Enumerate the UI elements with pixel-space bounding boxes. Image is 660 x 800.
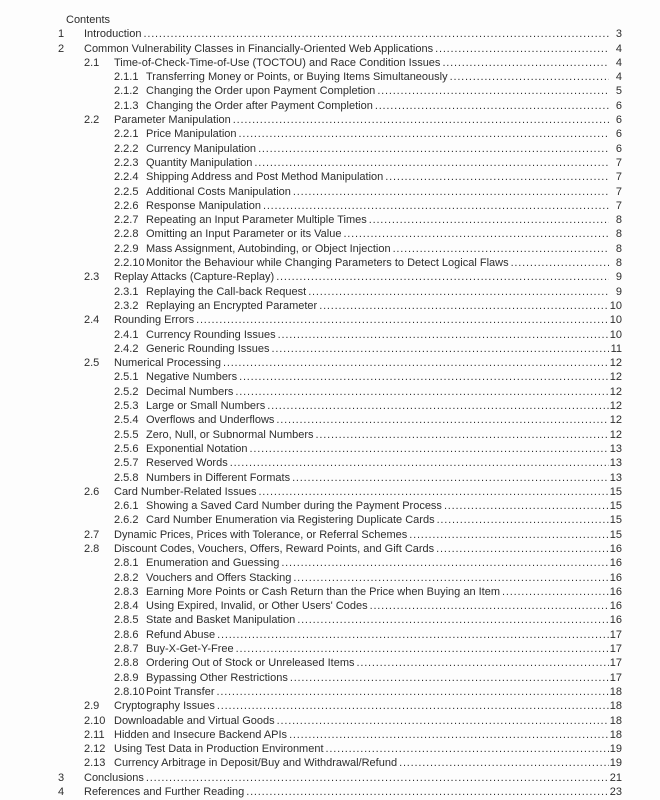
toc-entry-title[interactable]: Changing the Order upon Payment Completion — [146, 85, 376, 98]
toc-entry-title[interactable]: Omitting an Input Parameter or its Value — [146, 228, 342, 241]
toc-entry-title[interactable]: Repeating an Input Parameter Multiple Times — [146, 214, 367, 227]
toc-entry[interactable] — [58, 356, 622, 370]
toc-entry-page: 17 — [609, 671, 622, 684]
toc-entry-page: 10 — [609, 328, 622, 341]
toc-entry-number: 2.5.2 — [114, 385, 139, 398]
toc-entry-number: 2.8.9 — [114, 671, 139, 684]
dot-leader — [265, 399, 609, 413]
toc-entry-page: 9 — [615, 271, 622, 284]
toc-entry-number: 2.5.6 — [114, 442, 139, 455]
toc-entry-title[interactable]: Overflows and Underflows — [146, 414, 275, 427]
toc-entry-number: 2.4.2 — [114, 342, 139, 355]
toc-entry[interactable] — [58, 299, 622, 313]
dot-leader — [354, 656, 609, 670]
toc-entry-page: 8 — [615, 242, 622, 255]
dot-leader — [221, 356, 609, 370]
dot-leader — [442, 499, 609, 513]
toc-entry-number: 2.4.1 — [114, 328, 139, 341]
toc-entry-number: 2.5.7 — [114, 457, 139, 470]
toc-entry-page: 16 — [609, 614, 622, 627]
toc-entry[interactable] — [58, 642, 622, 656]
toc-entry-number: 2.3.2 — [114, 299, 139, 312]
toc-entry[interactable] — [58, 442, 622, 456]
toc-entry-number: 2.2.3 — [114, 156, 139, 169]
toc-entry-number: 2.3 — [84, 271, 100, 284]
toc-entry-title[interactable]: Generic Rounding Issues — [146, 342, 270, 355]
toc-entry[interactable] — [58, 99, 622, 113]
toc-entry[interactable] — [58, 428, 622, 442]
toc-entry-page: 3 — [615, 28, 622, 41]
toc-entry-title[interactable]: Introduction — [84, 28, 142, 41]
toc-entry-number: 2.2.10 — [114, 257, 145, 270]
dot-leader — [231, 113, 609, 127]
dot-leader — [252, 156, 609, 170]
toc-entry[interactable] — [58, 328, 622, 342]
toc-entry-title[interactable]: Dynamic Prices, Prices with Tolerance, or Referral Schemes — [114, 528, 408, 541]
toc-entry-number: 2.4 — [84, 314, 100, 327]
toc-entry[interactable] — [58, 499, 622, 513]
toc-entry-page: 23 — [609, 786, 622, 799]
toc-entry-page: 7 — [615, 185, 622, 198]
toc-entry-page: 6 — [615, 142, 622, 155]
dot-leader — [291, 185, 609, 199]
toc-entry-title[interactable]: Enumeration and Guessing — [146, 557, 280, 570]
toc-entry-number: 2.7 — [84, 528, 100, 541]
toc-entry[interactable] — [58, 542, 622, 556]
dot-leader — [270, 342, 609, 356]
toc-entry[interactable] — [58, 656, 622, 670]
toc-entry[interactable] — [58, 370, 622, 384]
toc-entry-page: 18 — [609, 700, 622, 713]
toc-entry-number: 2.6.2 — [114, 514, 139, 527]
toc-entry-number: 2.13 — [84, 757, 106, 770]
dot-leader — [317, 299, 609, 313]
dot-leader — [407, 528, 609, 542]
toc-entry-number: 2.8.8 — [114, 657, 139, 670]
toc-entry[interactable] — [58, 185, 622, 199]
toc-entry-number: 2.5.3 — [114, 400, 139, 413]
dot-leader — [256, 142, 609, 156]
dot-leader — [274, 270, 609, 284]
toc-entry-number: 2.8.3 — [114, 585, 139, 598]
toc-entry[interactable] — [58, 84, 622, 98]
toc-entry[interactable] — [58, 671, 622, 685]
toc-entry-title[interactable]: Card Number-Related Issues — [114, 485, 257, 498]
dot-leader — [144, 771, 609, 785]
dot-leader — [433, 42, 609, 56]
toc-entry-number: 2.11 — [84, 728, 105, 741]
toc-entry-number: 2.2.2 — [114, 142, 139, 155]
dot-leader — [274, 413, 609, 427]
dot-leader — [368, 599, 609, 613]
toc-entry-number: 2.8 — [84, 542, 100, 555]
toc-entry[interactable] — [58, 771, 622, 785]
toc-entry-title[interactable]: Hidden and Insecure Backend APIs — [114, 728, 288, 741]
toc-entry[interactable] — [58, 556, 622, 570]
toc-entry-number: 2.8.1 — [114, 557, 139, 570]
toc-entry-page: 5 — [615, 85, 622, 98]
toc-entry-number: 2.5.5 — [114, 428, 139, 441]
toc-entry[interactable] — [58, 728, 622, 742]
toc-entry-number: 2.5.4 — [114, 414, 139, 427]
toc-entry[interactable] — [58, 70, 622, 84]
dot-leader — [435, 513, 609, 527]
toc-entry-title[interactable]: Refund Abuse — [146, 628, 216, 641]
dot-leader — [440, 56, 609, 70]
dot-leader — [291, 571, 609, 585]
toc-entry[interactable] — [58, 227, 622, 241]
toc-entry[interactable] — [58, 113, 622, 127]
dot-leader — [261, 199, 609, 213]
toc-entry-number: 2.2 — [84, 114, 100, 127]
toc-entry-number: 1 — [58, 28, 65, 41]
toc-entry[interactable] — [58, 142, 622, 156]
toc-entry-page: 15 — [609, 485, 622, 498]
toc-entry-title[interactable]: Quantity Manipulation — [146, 156, 253, 169]
toc-entry-page: 12 — [609, 400, 622, 413]
toc-entry[interactable] — [58, 170, 622, 184]
toc-entry-title[interactable]: Card Number Enumeration via Registering Duplicate Cards — [146, 514, 435, 527]
toc-entry-title[interactable]: Replay Attacks (Capture-Replay) — [114, 271, 275, 284]
toc-entry-page: 4 — [615, 42, 622, 55]
dot-leader — [279, 556, 609, 570]
toc-entry-title[interactable]: Changing the Order after Payment Completion — [146, 99, 373, 112]
dot-leader — [341, 227, 609, 241]
dot-leader — [509, 256, 609, 270]
toc-entry-number: 2.2.5 — [114, 185, 139, 198]
dot-leader — [237, 370, 609, 384]
dot-leader — [237, 127, 610, 141]
dot-leader — [306, 285, 609, 299]
toc-entry-page: 10 — [609, 314, 622, 327]
toc-entry[interactable] — [58, 56, 622, 70]
toc-entry-title[interactable]: Ordering Out of Stock or Unreleased Items — [146, 657, 355, 670]
toc-heading: Contents — [66, 14, 111, 26]
toc-entry-number: 2.1.2 — [114, 85, 139, 98]
toc-entry-title[interactable]: Downloadable and Virtual Goods — [114, 714, 275, 727]
toc-entry-number: 2.1 — [84, 56, 100, 69]
dot-leader — [256, 485, 609, 499]
dot-leader — [391, 242, 609, 256]
toc-entry[interactable] — [58, 513, 622, 527]
toc-entry[interactable] — [58, 27, 622, 41]
dot-leader — [367, 213, 609, 227]
toc-entry-number: 2.12 — [84, 743, 106, 756]
toc-entry-page: 16 — [609, 542, 622, 555]
toc-entry-number: 2.2.6 — [114, 199, 139, 212]
toc-entry[interactable] — [58, 456, 622, 470]
toc-entry-page: 13 — [609, 442, 622, 455]
toc-entry-number: 2.8.7 — [114, 643, 139, 656]
dot-leader — [215, 699, 609, 713]
toc-entry[interactable] — [58, 156, 622, 170]
toc-entry-number: 2.8.5 — [114, 614, 139, 627]
toc-entry-page: 15 — [609, 528, 622, 541]
toc-entry-page: 6 — [615, 114, 622, 127]
toc-entry-number: 2.5.8 — [114, 471, 139, 484]
toc-entry-title[interactable]: Conclusions — [84, 771, 144, 784]
toc-entry[interactable] — [58, 613, 622, 627]
toc-entry-page: 8 — [615, 214, 622, 227]
toc-entry-title[interactable]: Using Test Data in Production Environment — [114, 743, 324, 756]
toc-entry-title[interactable]: Reserved Words — [146, 457, 228, 470]
toc-entry-title[interactable]: Decimal Numbers — [146, 385, 234, 398]
toc-entry-number: 2.2.4 — [114, 171, 139, 184]
toc-entry-title[interactable]: Vouchers and Offers Stacking — [146, 571, 292, 584]
toc-entry-page: 19 — [609, 757, 622, 770]
toc-entry-title[interactable]: Exponential Notation — [146, 442, 248, 455]
dot-leader — [324, 742, 609, 756]
toc-entry-page: 7 — [615, 199, 622, 212]
toc-entry-number: 2.3.1 — [114, 285, 139, 298]
toc-entry-number: 2.5 — [84, 357, 100, 370]
toc-entry-title[interactable]: Earning More Points or Cash Return than the Price when Buying an Item — [146, 585, 501, 598]
toc-entry-title[interactable]: Numbers in Different Formats — [146, 471, 291, 484]
toc-entry[interactable] — [58, 213, 622, 227]
toc-entry-title[interactable]: Currency Arbitrage in Deposit/Buy and Withdrawal/Refund — [114, 757, 398, 770]
toc-entry[interactable] — [58, 628, 622, 642]
toc-entry[interactable] — [58, 256, 622, 270]
dot-leader — [194, 313, 609, 327]
dot-leader — [295, 613, 609, 627]
toc-entry-page: 8 — [615, 257, 622, 270]
toc-entry[interactable] — [58, 342, 622, 356]
dot-leader — [500, 585, 609, 599]
toc-entry-page: 6 — [615, 128, 622, 141]
toc-entry-number: 2.5.1 — [114, 371, 139, 384]
toc-entry-title[interactable]: Buy-X-Get-Y-Free — [146, 643, 234, 656]
toc-entry-page: 12 — [609, 385, 622, 398]
toc-entry-title[interactable]: Transferring Money or Points, or Buying Items Simultaneously — [146, 71, 448, 84]
toc-entry-title[interactable]: References and Further Reading — [84, 786, 245, 799]
toc-entry-number: 2.9 — [84, 700, 100, 713]
toc-entry[interactable] — [58, 756, 622, 770]
dot-leader — [141, 27, 609, 41]
toc-entry[interactable] — [58, 270, 622, 284]
toc-entry-title[interactable]: Shipping Address and Post Method Manipulation — [146, 171, 384, 184]
toc-entry[interactable] — [58, 585, 622, 599]
dot-leader — [215, 628, 609, 642]
dot-leader — [448, 70, 609, 84]
toc-entry-number: 2.8.10 — [114, 685, 145, 698]
toc-entry-page: 12 — [609, 357, 622, 370]
toc-entry-page: 12 — [609, 428, 622, 441]
dot-leader — [228, 456, 609, 470]
toc-entry-page: 16 — [609, 557, 622, 570]
toc-entry-page: 16 — [609, 571, 622, 584]
toc-entry-title[interactable]: Currency Manipulation — [146, 142, 257, 155]
toc-entry[interactable] — [58, 599, 622, 613]
dot-leader — [214, 685, 609, 699]
toc-entry-title[interactable]: Replaying an Encrypted Parameter — [146, 299, 318, 312]
toc-entry-number: 2.8.2 — [114, 571, 139, 584]
toc-entry[interactable] — [58, 485, 622, 499]
toc-entry[interactable] — [58, 571, 622, 585]
toc-entry-page: 16 — [609, 585, 622, 598]
toc-entry-title[interactable]: Common Vulnerability Classes in Financially-Oriented Web Applications — [84, 42, 434, 55]
toc-entry-page: 8 — [615, 228, 622, 241]
toc-entry-page: 18 — [609, 685, 622, 698]
toc-list — [58, 27, 622, 799]
toc-entry-number: 2.8.4 — [114, 600, 139, 613]
toc-entry-title[interactable]: Replaying the Call-back Request — [146, 285, 307, 298]
toc-entry-title[interactable]: Time-of-Check-Time-of-Use (TOCTOU) and Race Condition Issues — [114, 56, 441, 69]
toc-entry-number: 2.2.7 — [114, 214, 139, 227]
dot-leader — [375, 84, 609, 98]
toc-entry-title[interactable]: Parameter Manipulation — [114, 114, 231, 127]
dot-leader — [233, 385, 609, 399]
toc-entry-title[interactable]: Numerical Processing — [114, 357, 221, 370]
dot-leader — [373, 99, 609, 113]
toc-entry-page: 9 — [615, 285, 622, 298]
toc-entry[interactable] — [58, 413, 622, 427]
dot-leader — [276, 328, 609, 342]
toc-entry-page: 17 — [609, 643, 622, 656]
toc-entry-title[interactable]: Large or Small Numbers — [146, 400, 266, 413]
toc-entry-page: 17 — [609, 628, 622, 641]
toc-entry-page: 11 — [610, 342, 622, 355]
toc-entry-number: 2.6 — [84, 485, 100, 498]
toc-entry-page: 10 — [609, 299, 622, 312]
toc-entry-page: 19 — [609, 743, 622, 756]
toc-entry-number: 2.6.1 — [114, 500, 139, 513]
toc-entry-title[interactable]: Additional Costs Manipulation — [146, 185, 291, 198]
toc-entry-title[interactable]: Rounding Errors — [114, 314, 195, 327]
toc-entry[interactable] — [58, 528, 622, 542]
dot-leader — [290, 471, 609, 485]
toc-entry-page: 4 — [615, 56, 622, 69]
dot-leader — [287, 728, 609, 742]
dot-leader — [288, 671, 609, 685]
toc-entry-number: 2 — [58, 42, 65, 55]
toc-entry-page: 21 — [609, 771, 622, 784]
toc-entry-number: 2.1.3 — [114, 99, 139, 112]
toc-entry-page: 15 — [609, 514, 622, 527]
toc-entry-page: 16 — [609, 600, 622, 613]
toc-entry-page: 4 — [615, 71, 622, 84]
toc-entry-number: 3 — [58, 771, 65, 784]
toc-entry-page: 12 — [609, 414, 622, 427]
toc-entry-page: 15 — [609, 500, 622, 513]
dot-leader — [234, 642, 609, 656]
toc-entry-title[interactable]: Point Transfer — [146, 685, 215, 698]
toc-entry-page: 12 — [609, 371, 622, 384]
toc-entry-title[interactable]: Price Manipulation — [146, 128, 237, 141]
toc-entry[interactable] — [58, 385, 622, 399]
toc-entry[interactable] — [58, 242, 622, 256]
toc-entry-title[interactable]: Monitor the Behaviour while Changing Parameters to Detect Logical Flaws — [146, 257, 509, 270]
toc-entry-number: 2.1.1 — [114, 71, 139, 84]
toc-entry-title[interactable]: Negative Numbers — [146, 371, 238, 384]
toc-entry-page: 7 — [615, 171, 622, 184]
toc-entry-page: 13 — [609, 457, 622, 470]
toc-entry[interactable] — [58, 685, 622, 699]
toc-entry-number: 2.2.1 — [114, 128, 139, 141]
toc-entry-title[interactable]: Using Expired, Invalid, or Other Users' Codes — [146, 600, 368, 613]
toc-entry-title[interactable]: Currency Rounding Issues — [146, 328, 276, 341]
toc-entry-page: 7 — [615, 156, 622, 169]
toc-entry-title[interactable]: Discount Codes, Vouchers, Offers, Reward Points, and Gift Cards — [114, 542, 435, 555]
toc-entry[interactable] — [58, 699, 622, 713]
toc-entry[interactable] — [58, 399, 622, 413]
dot-leader — [397, 756, 609, 770]
dot-leader — [383, 170, 609, 184]
toc-entry[interactable] — [58, 313, 622, 327]
toc-entry-number: 2.8.6 — [114, 628, 139, 641]
toc-entry[interactable] — [58, 42, 622, 56]
toc-entry-page: 6 — [615, 99, 622, 112]
dot-leader — [244, 785, 609, 799]
dot-leader — [275, 714, 609, 728]
toc-entry[interactable] — [58, 199, 622, 213]
toc-entry-number: 4 — [58, 786, 65, 799]
toc-entry-number: 2.2.8 — [114, 228, 139, 241]
toc-entry-page: 17 — [609, 657, 622, 670]
toc-entry-number: 2.10 — [84, 714, 106, 727]
dot-leader — [248, 442, 609, 456]
toc-entry[interactable] — [58, 714, 622, 728]
toc-entry[interactable] — [58, 785, 622, 799]
toc-entry[interactable] — [58, 285, 622, 299]
toc-entry-page: 18 — [609, 728, 622, 741]
toc-entry-title[interactable]: Bypassing Other Restrictions — [146, 671, 288, 684]
toc-entry-title[interactable]: State and Basket Manipulation — [146, 614, 296, 627]
toc-entry-title[interactable]: Cryptography Issues — [114, 700, 215, 713]
toc-entry-page: 13 — [609, 471, 622, 484]
dot-leader — [434, 542, 609, 556]
toc-entry-title[interactable]: Mass Assignment, Autobinding, or Object Injection — [146, 242, 391, 255]
toc-entry[interactable] — [58, 127, 622, 141]
dot-leader — [314, 428, 609, 442]
toc-entry-title[interactable]: Zero, Null, or Subnormal Numbers — [146, 428, 314, 441]
toc-entry[interactable] — [58, 471, 622, 485]
toc-entry-title[interactable]: Showing a Saved Card Number during the Payment Process — [146, 500, 442, 513]
toc-entry-number: 2.2.9 — [114, 242, 139, 255]
toc-entry-page: 18 — [609, 714, 622, 727]
toc-entry-title[interactable]: Response Manipulation — [146, 199, 261, 212]
toc-entry[interactable] — [58, 742, 622, 756]
